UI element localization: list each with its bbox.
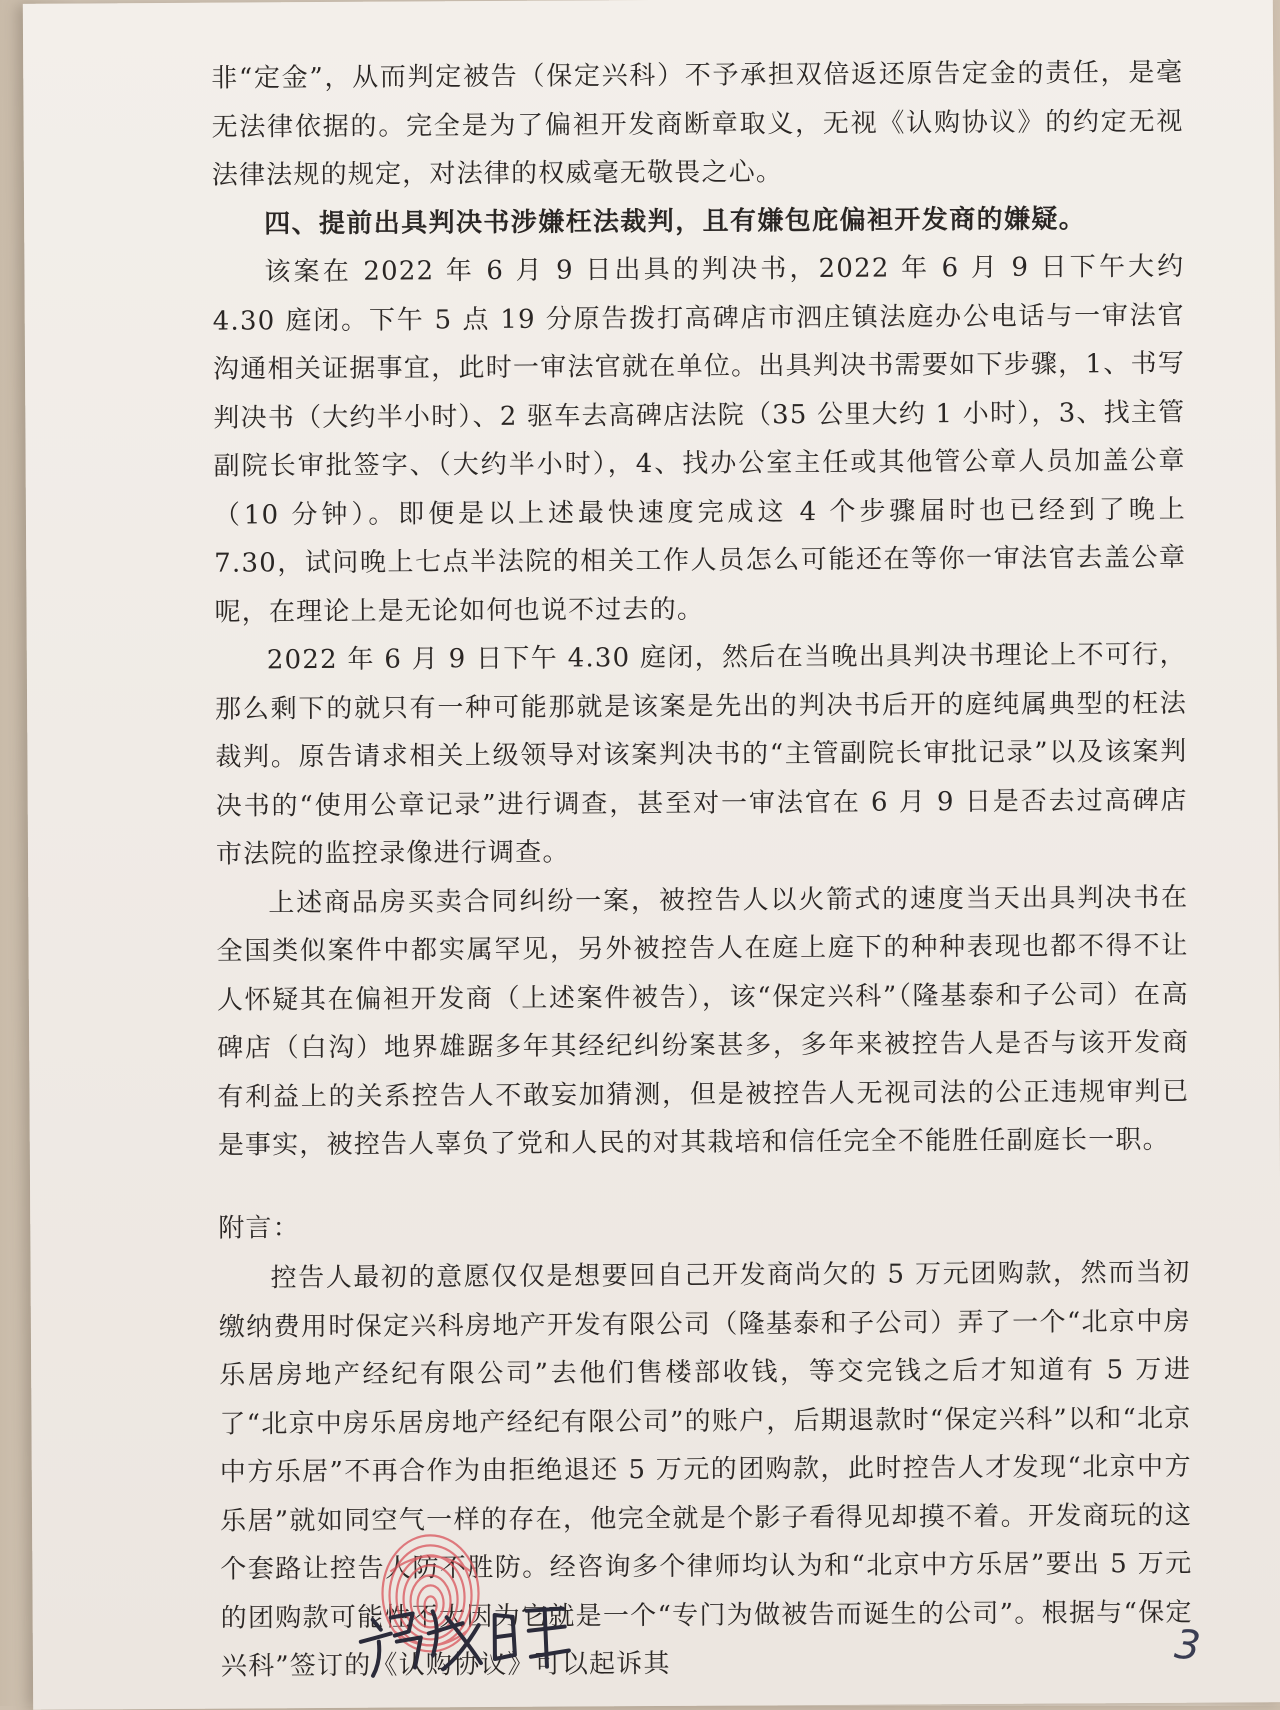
- handwritten-signature-icon: [350, 1570, 581, 1681]
- paragraph-continued: 非“定金”，从而判定被告（保定兴科）不予承担双倍返还原告定金的责任，是毫无法律依据的。完全是为了偏袒开发商断章取义，无视《认购协议》的约定无视法律法规的规定，对法律的权威毫无敬畏之心。: [211, 57, 1184, 191]
- paragraph-request-investigation: 2022 年 6 月 9 日下午 4.30 庭闭，然后在当晚出具判决书理论上不可行，那么剩下的就只有一种可能那就是该案是先出的判决书后开的庭纯属典型的枉法裁判。原告请求相关上级领导对该案判决书的“主管副院长审批记录”以及该案判决书的“使用公章记录”进行调查，甚至对一审法官在 6 月 9 日是否去过高碑店市法院的监控录像进行调查。: [215, 639, 1188, 870]
- postscript-label: 附言：: [218, 1212, 300, 1244]
- document-page: [23, 0, 1280, 1710]
- paragraph-timeline: 该案在 2022 年 6 月 9 日出具的判决书，2022 年 6 月 9 日下午大约 4.30 庭闭。下午 5 点 19 分原告拨打高碑店市泗庄镇法庭办公电话与一审法官沟通相关证据事宜，此时一审法官就在单位。出具判决书需要如下步骤，1、书写判决书（大约半小时）、2 驱车去高碑店法院（35 公里大约 1 小时），3、找主管副院长审批签字、（大约半小时），4、找办公室主任或其他管公章人员加盖公章（10 分钟）。即便是以上述最快速度完成这 4 个步骤届时也已经到了晚上 7.30，试问晚上七点半法院的相关工作人员怎么可能还在等你一审法官去盖公章呢，在理论上是无论如何也说不过去的。: [212, 251, 1187, 628]
- postscript-paragraph: 控告人最初的意愿仅仅是想要回自己开发商尚欠的 5 万元团购款，然而当初缴纳费用时保定兴科房地产开发有限公司（隆基泰和子公司）弄了一个“北京中房乐居房地产经纪有限公司”去他们售楼部收钱，等交完钱之后才知道有 5 万进了“北京中房乐居房地产经纪有限公司”的账户，后期退款时“保定兴科”以和“北京中方乐居”不再合作为由拒绝退还 5 万元的团购款，此时控告人才发现“北京中方乐居”就如同空气一样的存在，他完全就是个影子看得见却摸不着。开发商玩的这个套路让控告人防不胜防。经咨询多个律师均认为和“北京中方乐居”要出 5 万元的团购款可能性不大因为它就是一个“专门为做被告而诞生的公司”。根据与“保定兴科”签订的《认购协议》可以起诉其: [218, 1257, 1193, 1682]
- signature-area: [350, 1530, 591, 1681]
- paragraph-conclusion: 上述商品房买卖合同纠纷一案，被控告人以火箭式的速度当天出具判决书在全国类似案件中都实属罕见，另外被控告人在庭上庭下的种种表现也都不得不让人怀疑其在偏袒开发商（上述案件被告），该“保定兴科”（隆基泰和子公司）在高碑店（白沟）地界雄踞多年其经纪纠纷案甚多，多年来被控告人是否与该开发商有利益上的关系控告人不敢妄加猜测，但是被控告人无视司法的公正违规审判已是事实，被控告人辜负了党和人民的对其栽培和信任完全不能胜任副庭长一职。: [216, 882, 1190, 1161]
- section-heading-four: 四、提前出具判决书涉嫌枉法裁判，且有嫌包庇偏袒开发商的嫌疑。: [264, 203, 1087, 239]
- document-body: [211, 49, 1193, 1691]
- page-number: 3: [1172, 1621, 1203, 1670]
